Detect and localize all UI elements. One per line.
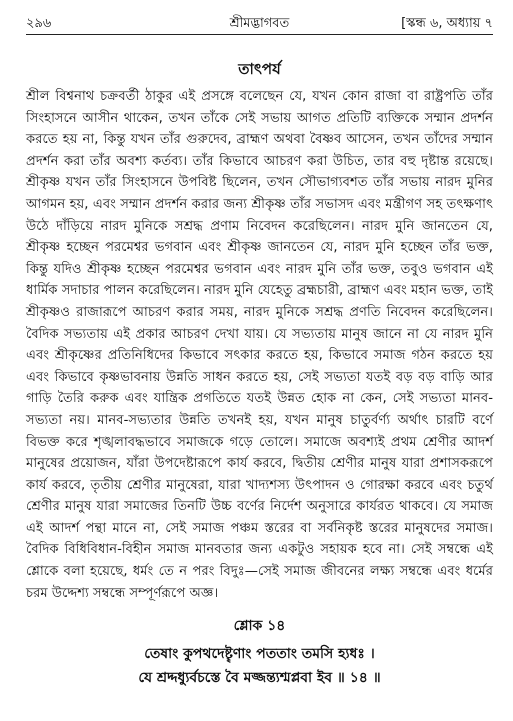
book-title: শ্রীমদ্ভাগবত	[229, 16, 290, 31]
header-rule	[26, 34, 493, 35]
page-number: ২৯৬	[26, 16, 52, 31]
book-page	[26, 12, 493, 690]
verse-line-1: তেষাং কুপথদেষ্টৄণাং পততাং তমসি হ্যধঃ ।	[144, 646, 375, 663]
verse-title: শ্লোক ১৪	[233, 618, 286, 635]
running-header	[26, 12, 493, 36]
canto-chapter-label: [স্কন্ধ ৬, অধ্যায় ৭	[401, 16, 493, 31]
purport-title: তাৎপর্য	[238, 60, 281, 78]
verse-line-2: যে শ্রদ্দধ্যুর্বচস্তে বৈ মজ্জন্ত্যশ্মপ্লবা ইব ॥ ১৪ ॥	[138, 670, 381, 687]
purport-text: শ্রীল বিশ্বনাথ চক্রবর্তী ঠাকুর এই প্রসঙ্গে বলেছেন যে, যখন কোন রাজা বা রাষ্ট্রপতি তাঁর সিংহাসনে আসীন থাকেন, তখন তাঁকে সেই সভায় আগত প্রতিটি ব্যক্তিকে সম্মান প্রদর্শন করতে হয় না, কিন্তু যখন তাঁর গুরুদেব, ব্রাহ্মণ অথবা বৈষ্ণব আসেন, তখন তাঁদের সম্মান প্রদর্শন করা তাঁর অবশ্য কর্তব্য। তাঁর কিভাবে আচরণ করা উচিত, তার বহু দৃষ্টান্ত রয়েছে। শ্রীকৃষ্ণ যখন তাঁর সিংহাসনে উপবিষ্ট ছিলেন, তখন সৌভাগ্যবশত তাঁর সভায় নারদ মুনির আগমন হয়, এবং সম্মান প্রদর্শন করার জন্য শ্রীকৃষ্ণ তাঁর সভাসদ এবং মন্ত্রীগণ সহ তৎক্ষণাৎ উঠে দাঁড়িয়ে নারদ মুনিকে সশ্রদ্ধ প্রণাম নিবেদন করেছিলেন। নারদ মুনি জানতেন যে, শ্রীকৃষ্ণ হচ্ছেন পরমেশ্বর ভগবান এবং শ্রীকৃষ্ণ জানতেন যে, নারদ মুনি হচ্ছেন তাঁর ভক্ত, কিন্তু যদিও শ্রীকৃষ্ণ হচ্ছেন পরমেশ্বর ভগবান এবং নারদ মুনি তাঁর ভক্ত, তবুও ভগবান এই ধার্মিক সদাচার পালন করেছিলেন। নারদ মুনি যেহেতু ব্রহ্মচারী, ব্রাহ্মণ এবং মহান ভক্ত, তাই শ্রীকৃষ্ণও রাজারূপে আচরণ করার সময়, নারদ মুনিকে সশ্রদ্ধ প্রণতি নিবেদন করেছিলেন। বৈদিক সভ্যতায় এই প্রকার আচরণ দেখা যায়। যে সভ্যতায় মানুষ জানে না যে নারদ মুনি এবং শ্রীকৃষ্ণের প্রতিনিধিদের কিভাবে সৎকার করতে হয়, কিভাবে সমাজ গঠন করতে হয় এবং কিভাবে কৃষ্ণভাবনায় উন্নতি সাধন করতে হয়, সেই সভ্যতা যতই বড় বড় বাড়ি আর গাড়ি তৈরি করুক এবং যান্ত্রিক প্রগতিতে যতই উন্নত হোক না কেন, সেই সভ্যতা মানব-সভ্যতা নয়। মানব-সভ্যতার উন্নতি তখনই হয়, যখন মানুষ চাতুর্বর্ণ্য অর্থাৎ চারটি বর্ণে বিভক্ত করে শৃঙ্খলাবদ্ধভাবে সমাজকে গড়ে তোলে। সমাজে অবশ্যই প্রথম শ্রেণীর আদর্শ মানুষের প্রয়োজন, যাঁরা উপদেষ্টারূপে কার্য করবে, দ্বিতীয় শ্রেণীর মানুষ যারা প্রশাসকরূপে কার্য করবে, তৃতীয় শ্রেণীর মানুষেরা, যারা খাদ্যশস্য উৎপাদন ও গোরক্ষা করবে এবং চতুর্থ শ্রেণীর মানুষ যারা সমাজের তিনটি উচ্চ বর্ণের নির্দেশ অনুসারে কার্যরত থাকবে। যে সমাজ এই আদর্শ পন্থা মানে না, সেই সমাজ পঞ্চম স্তরের বা সর্বনিকৃষ্ট স্তরের মানুষদের সমাজ। বৈদিক বিধিবিধান-বিহীন সমাজ মানবতার জন্য একটুও সহায়ক হবে না। সেই সম্বন্ধে এই শ্লোকে বলা হয়েছে, ধর্মং তে ন পরং বিদুঃ—সেই সমাজ জীবনের লক্ষ্য সম্বন্ধে এবং ধর্মের চরম উদ্দেশ্য সম্বন্ধে সম্পূর্ণরূপে অজ্ঞ।	[26, 89, 493, 601]
